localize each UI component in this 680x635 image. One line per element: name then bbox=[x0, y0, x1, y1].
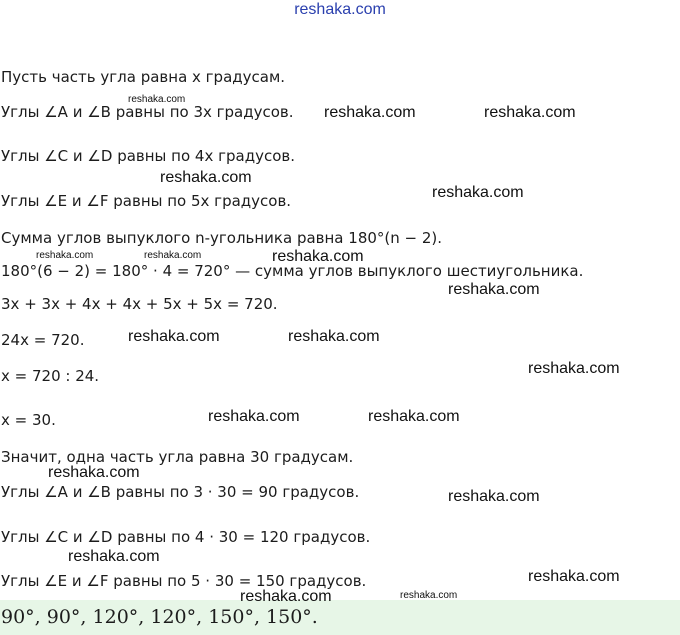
watermark: reshaka.com bbox=[288, 328, 380, 345]
solution-line-12: Углы ∠A и ∠B равны по 3 · 30 = 90 градусов. bbox=[1, 483, 360, 501]
watermark: reshaka.com bbox=[48, 464, 140, 481]
site-header-link[interactable]: reshaka.com bbox=[294, 1, 386, 18]
watermark: reshaka.com bbox=[484, 104, 576, 121]
solution-line-1: Пусть часть угла равна x градусам. bbox=[1, 68, 286, 86]
watermark: reshaka.com bbox=[528, 568, 620, 585]
watermark: reshaka.com bbox=[400, 590, 458, 601]
watermark: reshaka.com bbox=[448, 488, 540, 505]
solution-line-13: Углы ∠C и ∠D равны по 4 · 30 = 120 градусов. bbox=[1, 528, 371, 546]
solution-line-7: 3x + 3x + 4x + 4x + 5x + 5x = 720. bbox=[1, 295, 278, 313]
watermark: reshaka.com bbox=[600, 50, 658, 61]
solution-line-5: Сумма углов выпуклого n-угольника равна 180°(n − 2). bbox=[1, 229, 443, 247]
watermark: reshaka.com bbox=[368, 408, 460, 425]
solution-line-2: Углы ∠A и ∠B равны по 3x градусов. bbox=[1, 103, 294, 121]
watermark: reshaka.com bbox=[128, 328, 220, 345]
watermark: reshaka.com bbox=[600, 430, 658, 441]
watermark: reshaka.com bbox=[144, 250, 202, 261]
solution-line-10: x = 30. bbox=[1, 411, 56, 429]
watermark: reshaka.com bbox=[240, 588, 332, 605]
watermark: reshaka.com bbox=[160, 169, 252, 186]
watermark: reshaka.com bbox=[432, 184, 524, 201]
solution-line-9: x = 720 : 24. bbox=[1, 367, 100, 385]
solution-line-8: 24x = 720. bbox=[1, 331, 85, 349]
watermark: reshaka.com bbox=[448, 281, 540, 298]
watermark: reshaka.com bbox=[600, 20, 658, 31]
answer-text: 90°, 90°, 120°, 120°, 150°, 150°. bbox=[1, 606, 318, 628]
watermark: reshaka.com bbox=[128, 94, 186, 105]
solution-line-14: Углы ∠E и ∠F равны по 5 · 30 = 150 градусов. bbox=[1, 572, 367, 590]
solution-line-3: Углы ∠C и ∠D равны по 4x градусов. bbox=[1, 147, 295, 165]
solution-line-4: Углы ∠E и ∠F равны по 5x градусов. bbox=[1, 192, 292, 210]
watermark: reshaka.com bbox=[68, 548, 160, 565]
watermark: reshaka.com bbox=[324, 104, 416, 121]
solution-line-11: Значит, одна часть угла равна 30 градусам. bbox=[1, 448, 354, 466]
solution-line-6: 180°(6 − 2) = 180° · 4 = 720° — сумма углов выпуклого шестиугольника. bbox=[1, 262, 584, 280]
watermark: reshaka.com bbox=[36, 250, 94, 261]
watermark: reshaka.com bbox=[528, 360, 620, 377]
watermark: reshaka.com bbox=[272, 248, 364, 265]
watermark: reshaka.com bbox=[208, 408, 300, 425]
